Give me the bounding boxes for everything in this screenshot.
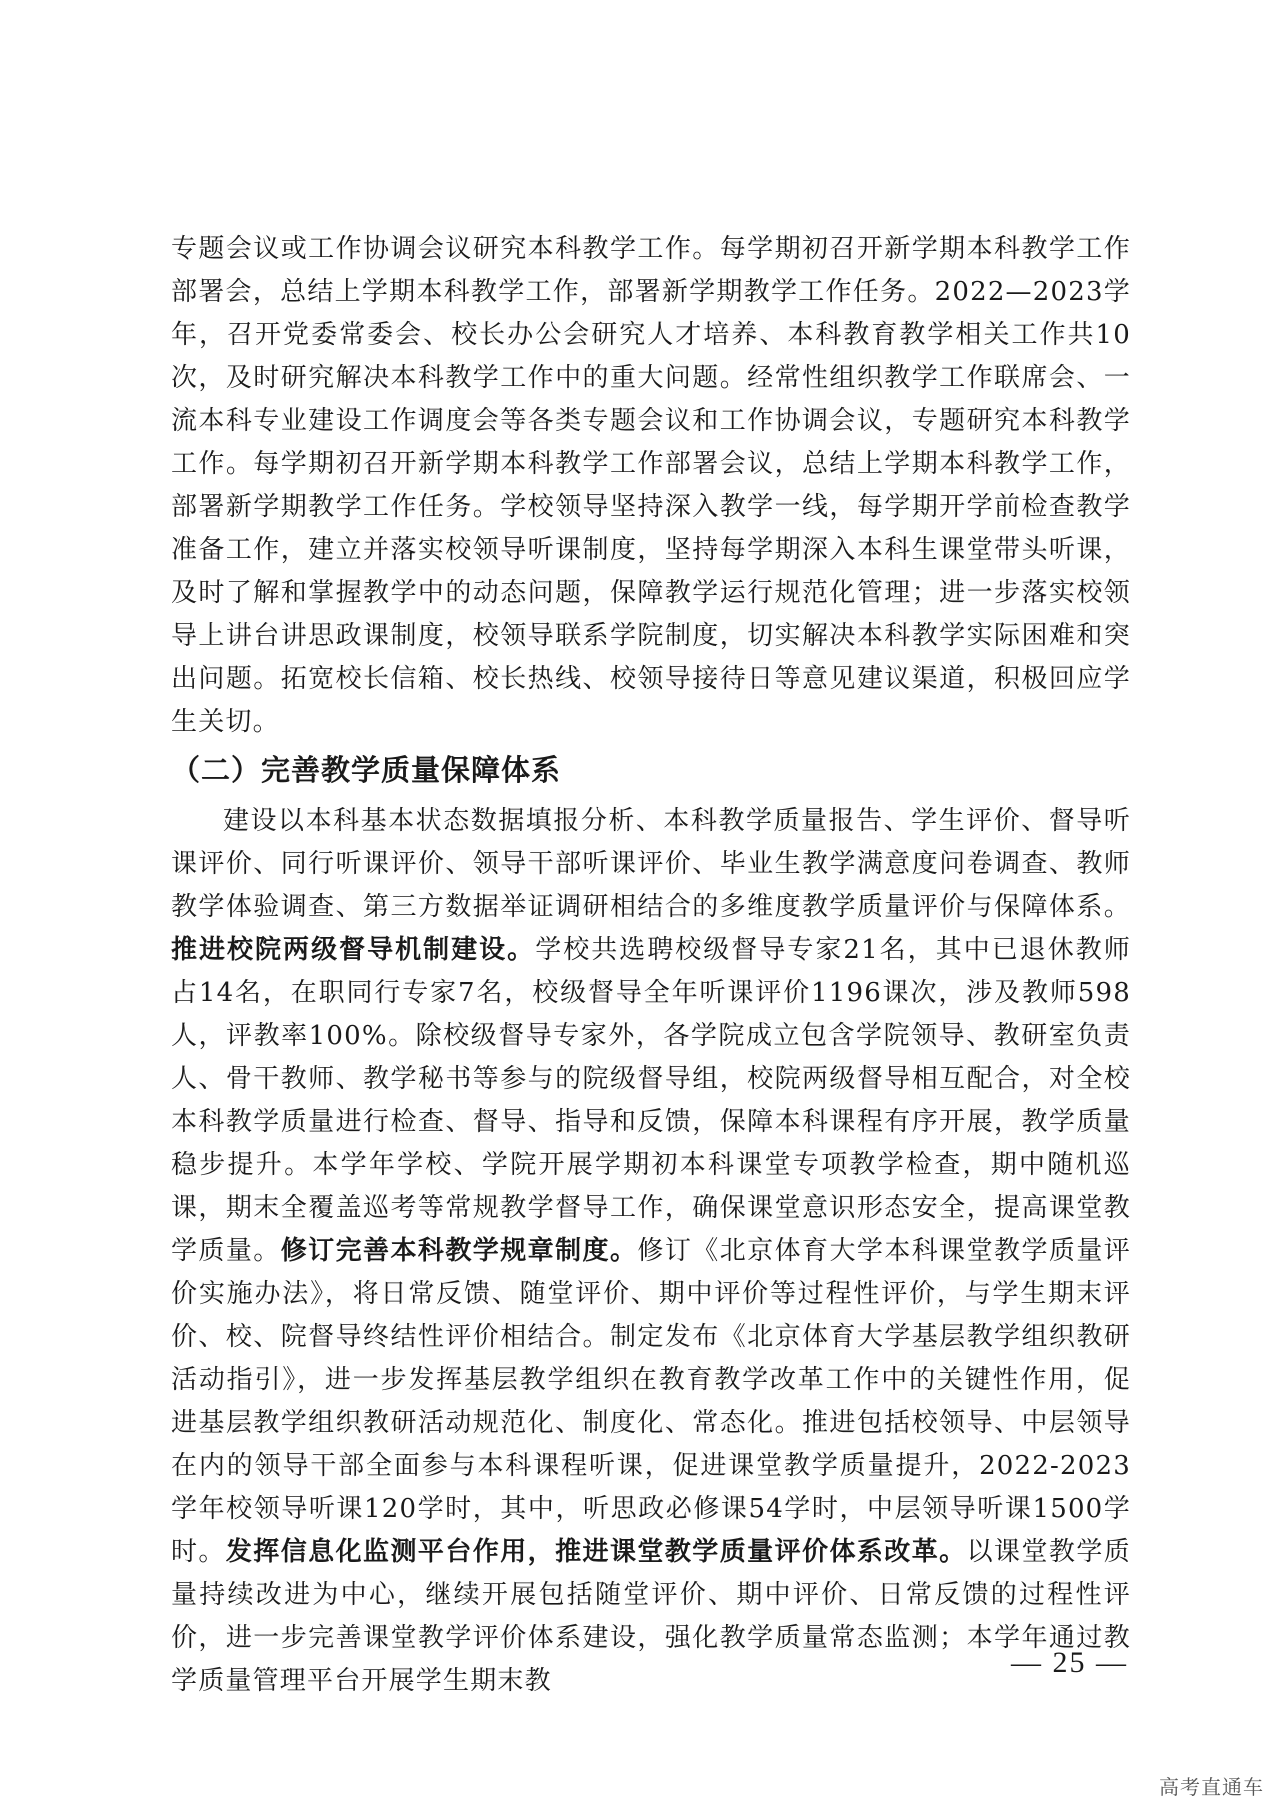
page-number: — 25 — [1011,1646,1128,1679]
paragraph-text: 学校共选聘校级督导专家21名，其中已退休教师占14名，在职同行专家7名，校级督导全年听课评价1196课次，涉及教师598人，评教率100%。除校级督导专家外，各学院成立包含学院领导、教研室负责人、骨干教师、教学秘书等参与的院级督导组，校院两级督导相互配合，对全校本科教学质量进行检查、督导、指导和反馈，保障本科课程有序开展，教学质量稳步提升。本学年学校、学院开展学期初本科课堂专项教学检查，期中随机巡课，期末全覆盖巡考等常规教学督导工作，确保课堂意识形态安全，提高课堂教学质量。 [171,935,1131,1266]
document-page [171,228,1131,1703]
bold-lead-monitoring-platform: 发挥信息化监测平台作用，推进课堂教学质量评价体系改革。 [225,1537,967,1567]
bold-lead-supervision: 推进校院两级督导机制建设。 [171,935,536,965]
bold-lead-regulations: 修订完善本科教学规章制度。 [280,1236,638,1266]
section-heading: （二）完善教学质量保障体系 [171,753,562,787]
paragraph-text: 以课堂教学质量持续改进为中心，继续开展包括随堂评价、期中评价、日常反馈的过程性评价，进一步完善课堂教学评价体系建设，强化教学质量常态监测；本学年通过教学质量管理平台开展学生期末教 [171,1537,1131,1696]
paragraph-quality-assurance [171,800,1131,1703]
paragraph-text: 建设以本科基本状态数据填报分析、本科教学质量报告、学生评价、督导听课评价、同行听课评价、领导干部听课评价、毕业生教学满意度问卷调查、教师教学体验调查、第三方数据举证调研相结合的多维度教学质量评价与保障体系。 [171,806,1131,922]
paragraph-text: 修订《北京体育大学本科课堂教学质量评价实施办法》，将日常反馈、随堂评价、期中评价等过程性评价，与学生期末评价、校、院督导终结性评价相结合。制定发布《北京体育大学基层教学组织教研活动指引》，进一步发挥基层教学组织在教育教学改革工作中的关键性作用，促进基层教学组织教研活动规范化、制度化、常态化。推进包括校领导、中层领导在内的领导干部全面参与本科课程听课，促进课堂教学质量提升，2022-2023学年校领导听课120学时，其中，听思政必修课54学时，中层领导听课1500学时。 [171,1236,1131,1567]
paragraph-continued: 专题会议或工作协调会议研究本科教学工作。每学期初召开新学期本科教学工作部署会，总结上学期本科教学工作，部署新学期教学工作任务。2022—2023学年，召开党委常委会、校长办公会研究人才培养、本科教育教学相关工作共10次，及时研究解决本科教学工作中的重大问题。经常性组织教学工作联席会、一流本科专业建设工作调度会等各类专题会议和工作协调会议，专题研究本科教学工作。每学期初召开新学期本科教学工作部署会议，总结上学期本科教学工作，部署新学期教学工作任务。学校领导坚持深入教学一线，每学期开学前检查教学准备工作，建立并落实校领导听课制度，坚持每学期深入本科生课堂带头听课，及时了解和掌握教学中的动态问题，保障教学运行规范化管理；进一步落实校领导上讲台讲思政课制度，校领导联系学院制度，切实解决本科教学实际困难和突出问题。拓宽校长信箱、校长热线、校领导接待日等意见建议渠道，积极回应学生关切。 [171,234,1131,737]
watermark-text: 高考直通车 [1159,1775,1264,1799]
